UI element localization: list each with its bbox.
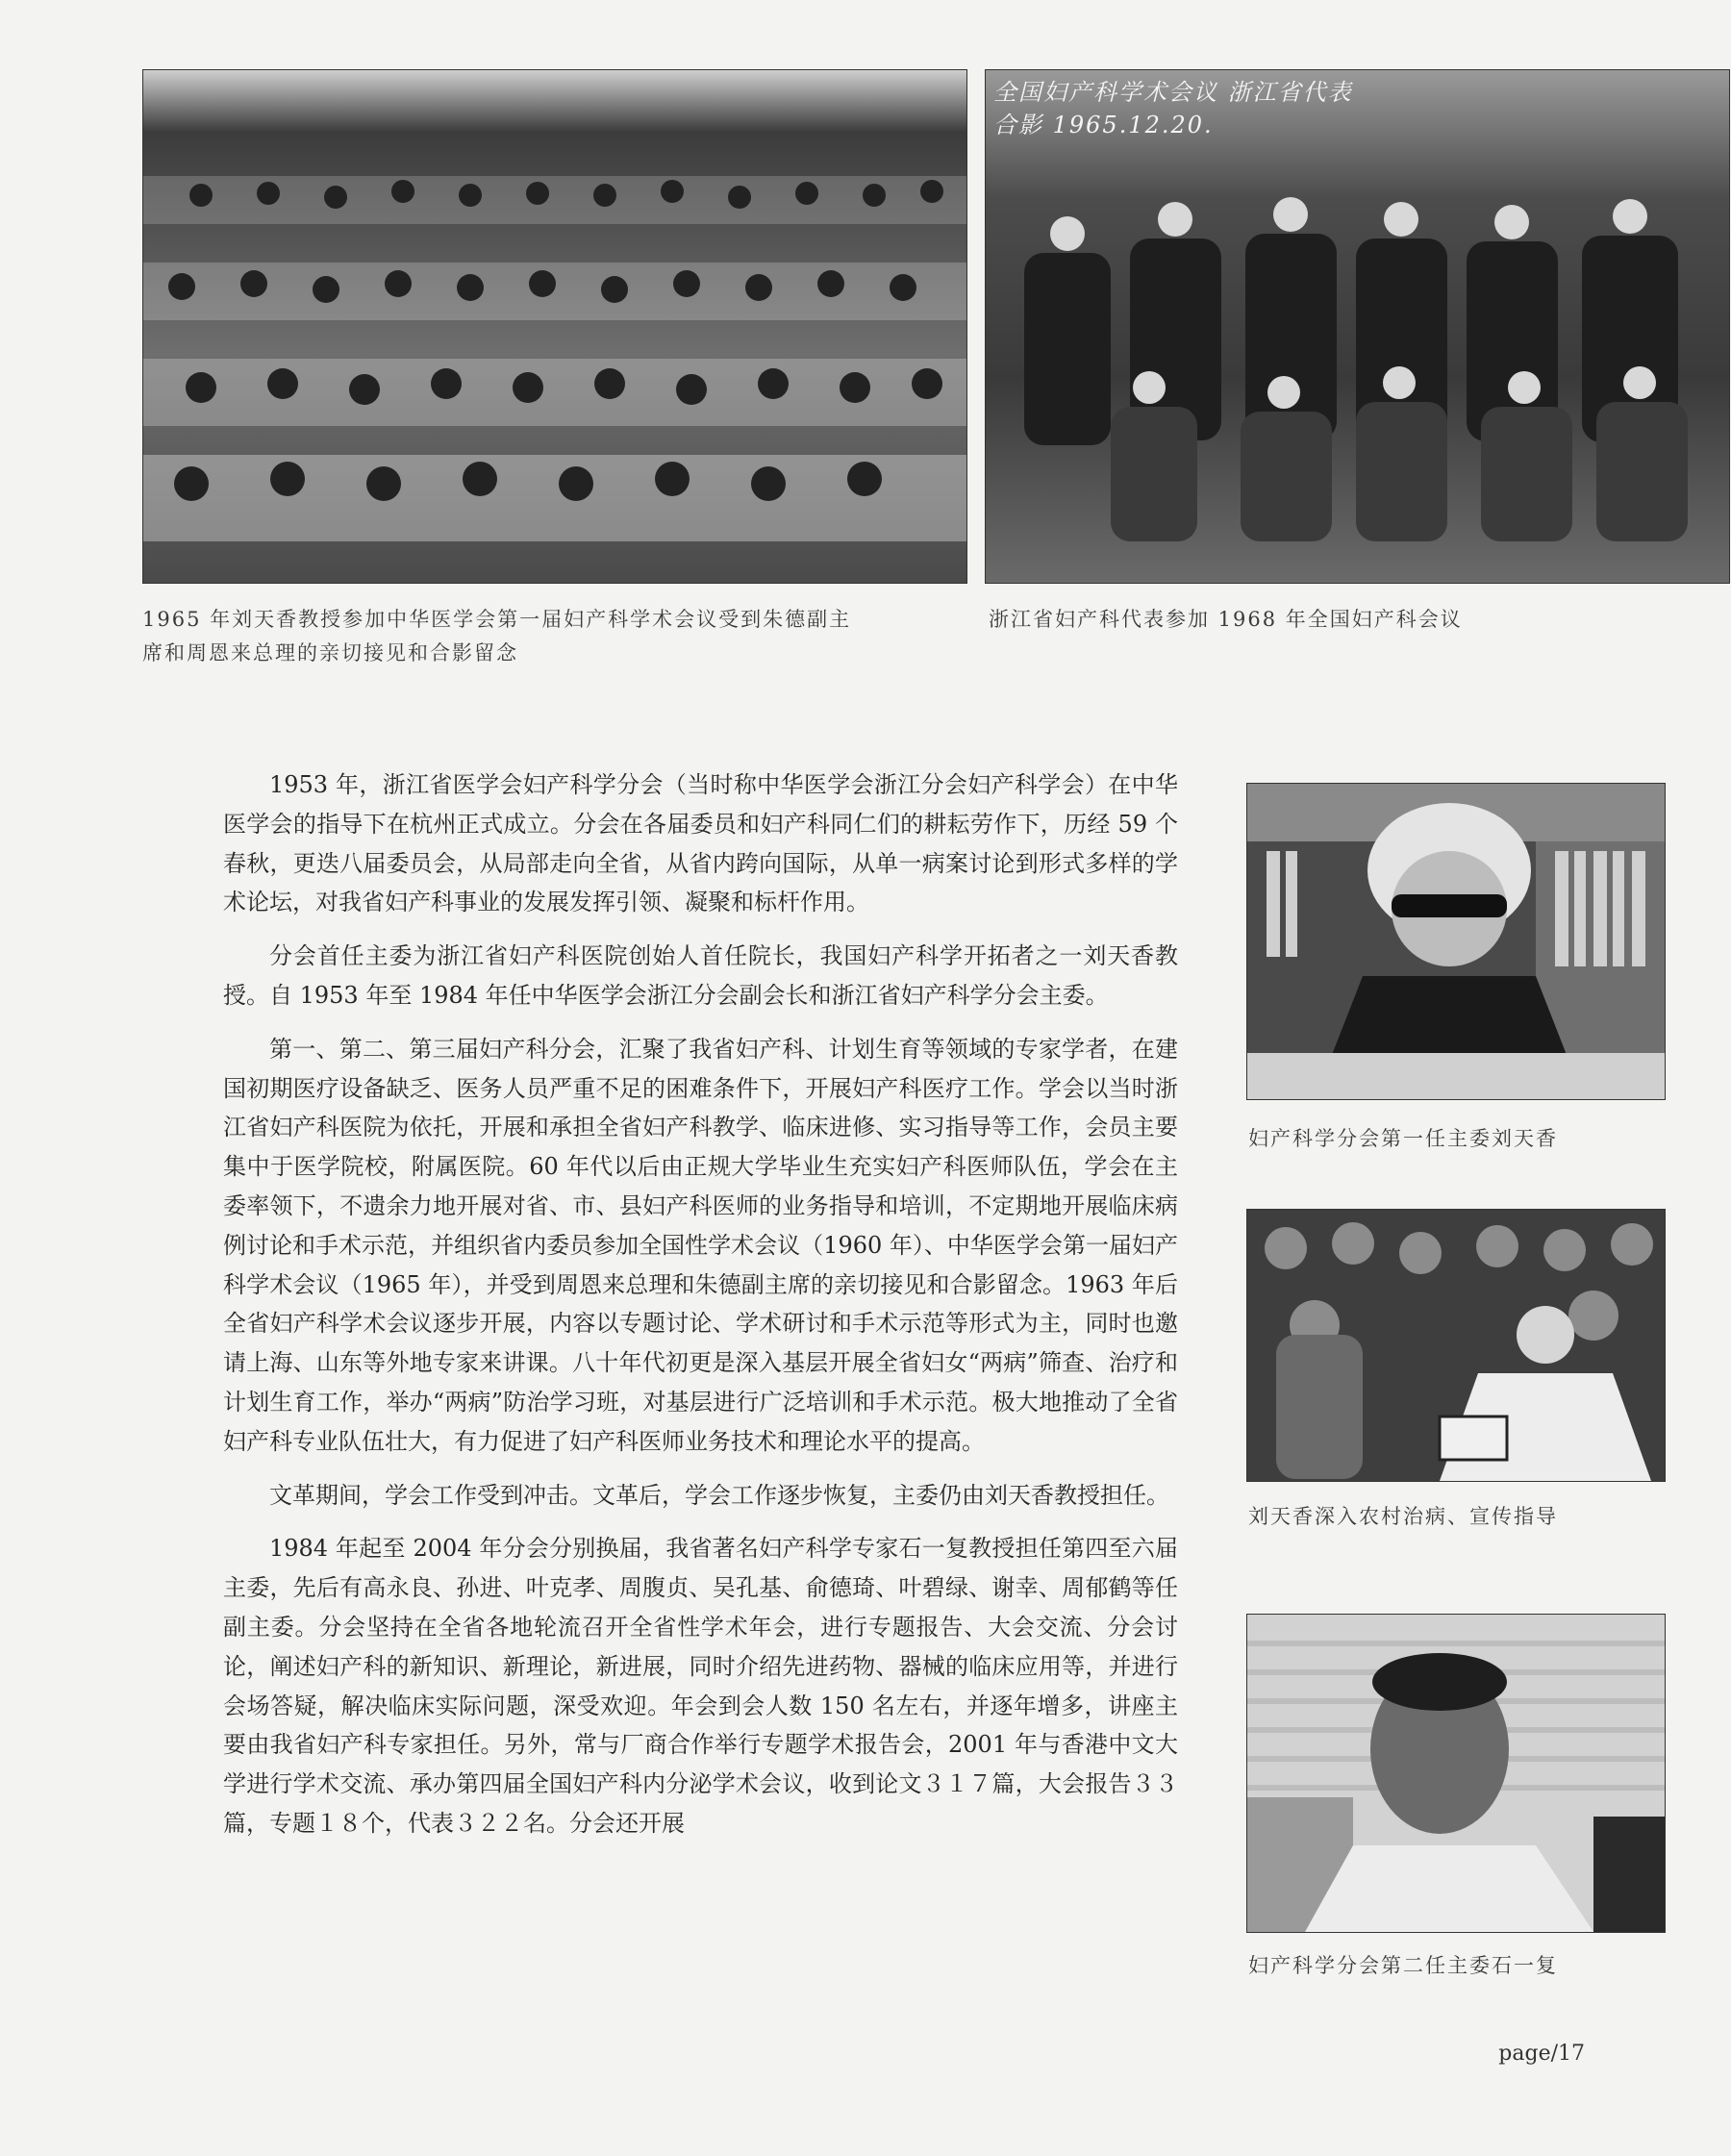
- article-paragraph-1: 1953 年，浙江省医学会妇产科学分会（当时称中华医学会浙江分会妇产科学会）在中华医学会的指导下在杭州正式成立。分会在各届委员和妇产科同仁们的耕耘劳作下，历经 59 个春秋，更迭八届委员会，从局部走向全省，从省内跨向国际，从单一病案讨论到形式多样的学术论坛，对我省妇产科事业的发展发挥引领、凝聚和标杆作用。: [223, 771, 1178, 916]
- photo-1968-inscription: 全国妇产科学术会议 浙江省代表合影 1965.12.20.: [993, 79, 1353, 138]
- photo-1968-delegates: [985, 69, 1730, 584]
- photo-rural-outreach: [1246, 1209, 1666, 1482]
- article-body: [223, 765, 1178, 1858]
- article-paragraph-2: 分会首任主委为浙江省妇产科医院创始人首任院长，我国妇产科学开拓者之一刘天香教授。自 1953 年至 1984 年任中华医学会浙江分会副会长和浙江省妇产科学分会主委。: [223, 942, 1178, 1009]
- article-paragraph-5: 1984 年起至 2004 年分会分别换届，我省著名妇产科学专家石一复教授担任第四至六届主委，先后有高永良、孙进、叶克孝、周腹贞、吴孔基、俞德琦、叶碧绿、谢幸、周郁鹤等任副主委。分会坚持在全省各地轮流召开全省性学术年会，进行专题报告、大会交流、分会讨论，阐述妇产科的新知识、新理论，新进展，同时介绍先进药物、器械的临床应用等，并进行会场答疑，解决临床实际问题，深受欢迎。年会到会人数 150 名左右，并逐年增多，讲座主要由我省妇产科专家担任。另外，常与厂商合作举行专题学术报告会，2001 年与香港中文大学进行学术交流、承办第四届全国妇产科内分泌学术会议，收到论文３１７篇，大会报告３３篇，专题１８个，代表３２２名。分会还开展: [223, 1535, 1178, 1837]
- photo-1965-conference: [142, 69, 967, 584]
- photo-rural-outreach-caption: 刘天香深入农村治病、宣传指导: [1248, 1505, 1558, 1528]
- photo-shi-yifu-portrait: [1246, 1614, 1666, 1933]
- page-number: page/17: [1498, 2042, 1585, 2066]
- photo-1968-delegates-caption: 浙江省妇产科代表参加 1968 年全国妇产科会议: [989, 608, 1463, 631]
- photo-shi-yifu-caption: 妇产科学分会第二任主委石一复: [1248, 1954, 1558, 1977]
- article-paragraph-4: 文革期间，学会工作受到冲击。文革后，学会工作逐步恢复，主委仍由刘天香教授担任。: [269, 1481, 1169, 1509]
- photo-1965-conference-caption: 1965 年刘天香教授参加中华医学会第一届妇产科学术会议受到朱德副主席和周恩来总理的亲切接见和合影留念: [142, 608, 852, 664]
- photo-liu-tianxiang-portrait: [1246, 783, 1666, 1100]
- photo-liu-tianxiang-caption: 妇产科学分会第一任主委刘天香: [1248, 1127, 1558, 1150]
- article-paragraph-3: 第一、第二、第三届妇产科分会，汇聚了我省妇产科、计划生育等领域的专家学者，在建国初期医疗设备缺乏、医务人员严重不足的困难条件下，开展妇产科医疗工作。学会以当时浙江省妇产科医院为依托，开展和承担全省妇产科教学、临床进修、实习指导等工作，会员主要集中于医学院校，附属医院。60 年代以后由正规大学毕业生充实妇产科医师队伍，学会在主委率领下，不遗余力地开展对省、市、县妇产科医师的业务指导和培训，不定期地开展临床病例讨论和手术示范，并组织省内委员参加全国性学术会议（1960 年）、中华医学会第一届妇产科学术会议（1965 年），并受到周恩来总理和朱德副主席的亲切接见和合影留念。1963 年后全省妇产科学术会议逐步开展，内容以专题讨论、学术研讨和手术示范等形式为主，同时也邀请上海、山东等外地专家来讲课。八十年代初更是深入基层开展全省妇女“两病”筛查、治疗和计划生育工作，举办“两病”防治学习班，对基层进行广泛培训和手术示范。极大地推动了全省妇产科专业队伍壮大，有力促进了妇产科医师业务技术和理论水平的提高。: [223, 1035, 1178, 1455]
